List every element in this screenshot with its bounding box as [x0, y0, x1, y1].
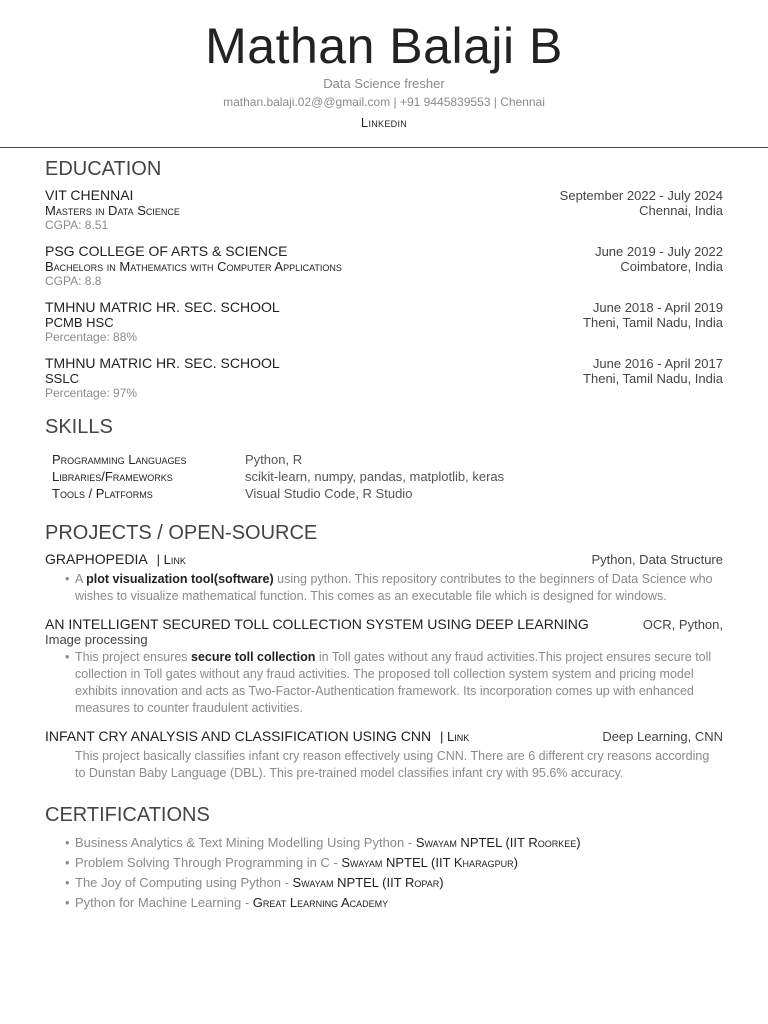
resume-body — [45, 158, 723, 913]
edu-grade: Percentage: 88% — [45, 330, 138, 344]
degree: Bachelors in Mathematics with Computer Applications — [45, 259, 342, 274]
cert-org: Swayam NPTEL (IIT Roorkee) — [415, 835, 581, 850]
edu-location: Coimbatore, India — [620, 259, 723, 274]
school-name: VIT CHENNAI — [45, 187, 134, 203]
linkedin-link[interactable]: Linkedin — [360, 115, 408, 130]
bullet-highlight: secure toll collection — [191, 650, 316, 664]
cert-course: Python for Machine Learning - — [75, 895, 253, 910]
project-entry — [45, 728, 723, 782]
project-title: INFANT CRY ANALYSIS AND CLASSIFICATION USING CNN — [45, 728, 432, 744]
resume-header — [0, 0, 768, 130]
skill-row — [52, 468, 723, 485]
project-bullets — [45, 571, 723, 605]
skill-row — [52, 451, 723, 468]
school-name: TMHNU MATRIC HR. SEC. SCHOOL — [45, 299, 280, 315]
edu-location: Theni, Tamil Nadu, India — [583, 315, 723, 330]
bullet-text: in Toll gates without any fraud activities.This project ensures secure toll collection in Toll gates without any fraud activities. The proposed toll collection system system and pricing model exhibits innovation and acts as Two-Factor-Authentication framework. Its incorporation comes up with enhanced measures to counter fraudulent activities. — [75, 650, 712, 715]
school-name: PSG COLLEGE OF ARTS & SCIENCE — [45, 243, 288, 259]
cert-org: Swayam NPTEL (IIT Ropar) — [292, 875, 444, 890]
header-divider — [0, 147, 768, 148]
certification-list — [45, 833, 723, 913]
skill-category: Programming Languages — [52, 452, 187, 467]
education-entry — [45, 299, 723, 344]
project-tech-wrap: Image processing — [45, 632, 148, 647]
project-tech: Python, Data Structure — [591, 552, 723, 567]
list-item — [75, 873, 723, 893]
cert-course: Business Analytics & Text Mining Modelling Using Python - — [75, 835, 416, 850]
school-name: TMHNU MATRIC HR. SEC. SCHOOL — [45, 355, 280, 371]
project-entry — [45, 551, 723, 605]
edu-location: Theni, Tamil Nadu, India — [583, 371, 723, 386]
project-title: AN INTELLIGENT SECURED TOLL COLLECTION SYSTEM USING DEEP LEARNING — [45, 616, 589, 632]
education-entry — [45, 355, 723, 400]
projects-title: PROJECTS / OPEN-SOURCE — [45, 522, 318, 544]
list-item — [75, 571, 723, 605]
skills-table — [52, 451, 723, 502]
bullet-text: A — [75, 572, 87, 586]
project-link[interactable]: | Link — [440, 729, 470, 744]
degree: PCMB HSC — [45, 315, 114, 330]
skills-title: SKILLS — [45, 416, 113, 438]
skill-value: scikit-learn, numpy, pandas, matplotlib, keras — [245, 469, 505, 484]
list-item — [75, 853, 723, 873]
edu-grade: Percentage: 97% — [45, 386, 138, 400]
skill-row — [52, 485, 723, 502]
degree: SSLC — [45, 371, 79, 386]
skill-value: Visual Studio Code, R Studio — [245, 486, 413, 501]
bullet-highlight: plot visualization tool(software) — [86, 572, 274, 586]
edu-dates: June 2018 - April 2019 — [592, 300, 723, 315]
project-title: GRAPHOPEDIA — [45, 551, 148, 567]
edu-grade: CGPA: 8.51 — [45, 218, 109, 232]
project-tech: OCR, Python, — [642, 617, 723, 632]
edu-dates: September 2022 - July 2024 — [559, 188, 723, 203]
project-description: This project basically classifies infant cry reason effectively using CNN. There are 6 different cry reasons according to Dunstan Baby Language (DBL). This pre-trained model classifies infant cry with 95.6% accuracy. — [75, 749, 710, 780]
list-item — [75, 893, 723, 913]
cert-org: Great Learning Academy — [252, 895, 389, 910]
project-tech: Deep Learning, CNN — [602, 729, 723, 744]
degree: Masters in Data Science — [45, 203, 180, 218]
contact-info: mathan.balaji.02@@gmail.com | +91 9445839553 | Chennai — [223, 95, 545, 109]
edu-grade: CGPA: 8.8 — [45, 274, 102, 288]
education-title: EDUCATION — [45, 158, 162, 180]
bullet-text: using python. This repository contributes to the beginners of Data Science who wishes to visualize mathematical function. This comes as an executable file which is designed for windows. — [75, 572, 713, 603]
project-bullets — [45, 649, 723, 717]
edu-dates: June 2019 - July 2022 — [595, 244, 723, 259]
cert-course: Problem Solving Through Programming in C - — [75, 855, 342, 870]
bullet-text: This project ensures — [75, 650, 192, 664]
cert-org: Swayam NPTEL (IIT Kharagpur) — [341, 855, 518, 870]
list-item — [75, 649, 723, 717]
cert-course: The Joy of Computing using Python - — [75, 875, 293, 890]
certifications-title: CERTIFICATIONS — [45, 804, 210, 826]
tagline: Data Science fresher — [323, 76, 445, 91]
education-entry — [45, 187, 723, 232]
edu-dates: June 2016 - April 2017 — [592, 356, 723, 371]
education-entry — [45, 243, 723, 288]
skill-category: Libraries/Frameworks — [52, 469, 173, 484]
skill-category: Tools / Platforms — [52, 486, 153, 501]
list-item — [75, 833, 723, 853]
candidate-name: Mathan Balaji B — [205, 18, 563, 74]
skill-value: Python, R — [245, 452, 303, 467]
edu-location: Chennai, India — [639, 203, 723, 218]
project-link[interactable]: | Link — [156, 552, 186, 567]
project-entry — [45, 616, 723, 717]
